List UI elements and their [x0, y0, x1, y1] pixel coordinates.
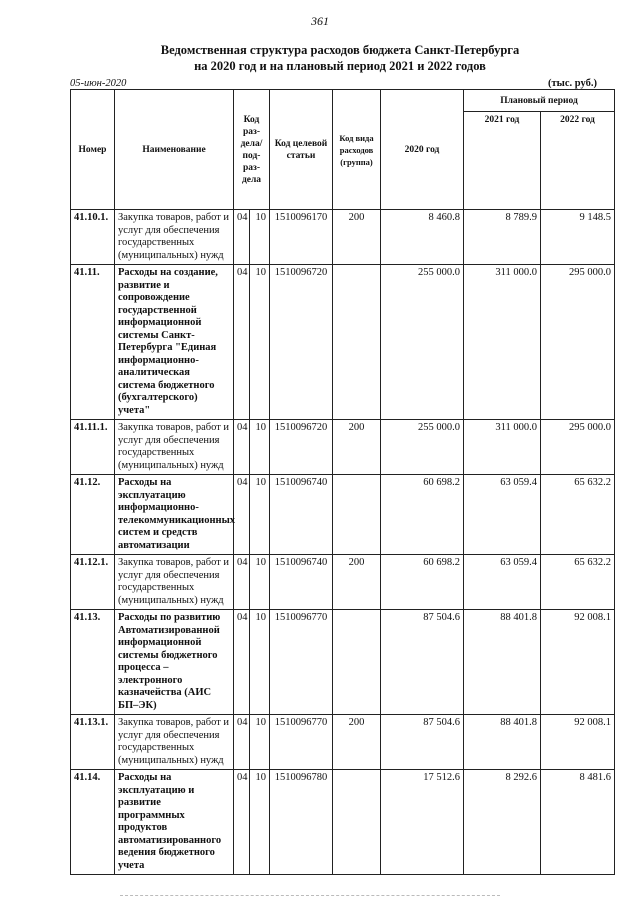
row-amount-2020: 60 698.2	[381, 475, 464, 555]
row-number: 41.11.	[71, 265, 115, 420]
row-section: 04	[234, 770, 250, 875]
row-subsection: 10	[250, 420, 270, 475]
row-subsection: 10	[250, 610, 270, 715]
row-name: Расходы на создание, развитие и сопровождение государственной информационной системы Санкт-Петербурга "Единая информационно-аналитическая система бюджетного (бухгалтерского) учета"	[115, 265, 234, 420]
row-name: Расходы на эксплуатацию и развитие программных продуктов автоматизированного ведения бюджетного учета	[115, 770, 234, 875]
row-amount-2021: 88 401.8	[464, 715, 541, 770]
row-target-code: 1510096780	[270, 770, 333, 875]
row-target-code: 1510096740	[270, 555, 333, 610]
row-amount-2020: 60 698.2	[381, 555, 464, 610]
row-amount-2022: 295 000.0	[541, 265, 615, 420]
table-row	[71, 210, 615, 265]
row-name: Закупка товаров, работ и услуг для обеспечения государственных (муниципальных) нужд	[115, 210, 234, 265]
header-planning-period: Плановый период	[464, 90, 615, 112]
header-expense-type: Код вида расходов (группа)	[333, 90, 381, 210]
table-row	[71, 555, 615, 610]
row-amount-2021: 311 000.0	[464, 420, 541, 475]
title-line-2: на 2020 год и на плановый период 2021 и 2022 годов	[194, 59, 486, 73]
row-section: 04	[234, 610, 250, 715]
row-name: Расходы на эксплуатацию информационно-телекоммуникационных систем и средств автоматизации	[115, 475, 234, 555]
document-date: 05-июн-2020	[70, 78, 127, 89]
row-amount-2022: 65 632.2	[541, 475, 615, 555]
row-amount-2022: 9 148.5	[541, 210, 615, 265]
row-expense-type: 200	[333, 715, 381, 770]
row-section: 04	[234, 265, 250, 420]
row-amount-2022: 65 632.2	[541, 555, 615, 610]
row-amount-2020: 87 504.6	[381, 715, 464, 770]
row-amount-2021: 311 000.0	[464, 265, 541, 420]
header-name: Наименование	[115, 90, 234, 210]
row-expense-type: 200	[333, 210, 381, 265]
row-number: 41.10.1.	[71, 210, 115, 265]
row-name: Расходы по развитию Автоматизированной информационной системы бюджетного процесса – электронного казначейства (АИС БП–ЭК)	[115, 610, 234, 715]
row-expense-type	[333, 265, 381, 420]
header-number: Номер	[71, 90, 115, 210]
row-name: Закупка товаров, работ и услуг для обеспечения государственных (муниципальных) нужд	[115, 420, 234, 475]
row-number: 41.14.	[71, 770, 115, 875]
row-expense-type	[333, 770, 381, 875]
header-2021: 2021 год	[464, 112, 541, 210]
row-number: 41.13.1.	[71, 715, 115, 770]
page-bottom-edge	[120, 895, 500, 896]
row-amount-2022: 295 000.0	[541, 420, 615, 475]
row-section: 04	[234, 715, 250, 770]
row-subsection: 10	[250, 475, 270, 555]
page-number: 361	[311, 14, 329, 28]
row-section: 04	[234, 555, 250, 610]
row-amount-2020: 87 504.6	[381, 610, 464, 715]
header-target: Код целевой статьи	[270, 90, 333, 210]
row-amount-2022: 92 008.1	[541, 715, 615, 770]
row-target-code: 1510096770	[270, 715, 333, 770]
row-subsection: 10	[250, 210, 270, 265]
table-row	[71, 265, 615, 420]
row-section: 04	[234, 210, 250, 265]
row-subsection: 10	[250, 265, 270, 420]
row-amount-2020: 8 460.8	[381, 210, 464, 265]
row-amount-2022: 8 481.6	[541, 770, 615, 875]
row-target-code: 1510096770	[270, 610, 333, 715]
row-amount-2020: 255 000.0	[381, 265, 464, 420]
row-amount-2020: 17 512.6	[381, 770, 464, 875]
row-target-code: 1510096740	[270, 475, 333, 555]
row-number: 41.12.1.	[71, 555, 115, 610]
header-2022: 2022 год	[541, 112, 615, 210]
row-number: 41.12.	[71, 475, 115, 555]
row-name: Закупка товаров, работ и услуг для обеспечения государственных (муниципальных) нужд	[115, 555, 234, 610]
table-row	[71, 770, 615, 875]
row-target-code: 1510096720	[270, 265, 333, 420]
row-section: 04	[234, 420, 250, 475]
table-row	[71, 610, 615, 715]
header-2020: 2020 год	[381, 90, 464, 210]
row-expense-type: 200	[333, 420, 381, 475]
row-expense-type: 200	[333, 555, 381, 610]
row-amount-2022: 92 008.1	[541, 610, 615, 715]
row-name: Закупка товаров, работ и услуг для обеспечения государственных (муниципальных) нужд	[115, 715, 234, 770]
row-subsection: 10	[250, 715, 270, 770]
row-amount-2020: 255 000.0	[381, 420, 464, 475]
row-subsection: 10	[250, 770, 270, 875]
table-row	[71, 715, 615, 770]
row-number: 41.11.1.	[71, 420, 115, 475]
row-amount-2021: 8 292.6	[464, 770, 541, 875]
row-target-code: 1510096170	[270, 210, 333, 265]
table-row	[71, 475, 615, 555]
row-amount-2021: 63 059.4	[464, 475, 541, 555]
budget-table	[70, 89, 615, 875]
title-line-1: Ведомственная структура расходов бюджета Санкт-Петербурга	[160, 43, 520, 57]
row-expense-type	[333, 475, 381, 555]
row-expense-type	[333, 610, 381, 715]
row-amount-2021: 8 789.9	[464, 210, 541, 265]
document-title	[60, 42, 620, 74]
table-row	[71, 420, 615, 475]
row-amount-2021: 88 401.8	[464, 610, 541, 715]
row-section: 04	[234, 475, 250, 555]
units-label: (тыс. руб.)	[548, 78, 597, 89]
row-subsection: 10	[250, 555, 270, 610]
row-target-code: 1510096720	[270, 420, 333, 475]
header-section: Код раз- дела/ под- раз- дела	[234, 90, 270, 210]
row-amount-2021: 63 059.4	[464, 555, 541, 610]
row-number: 41.13.	[71, 610, 115, 715]
